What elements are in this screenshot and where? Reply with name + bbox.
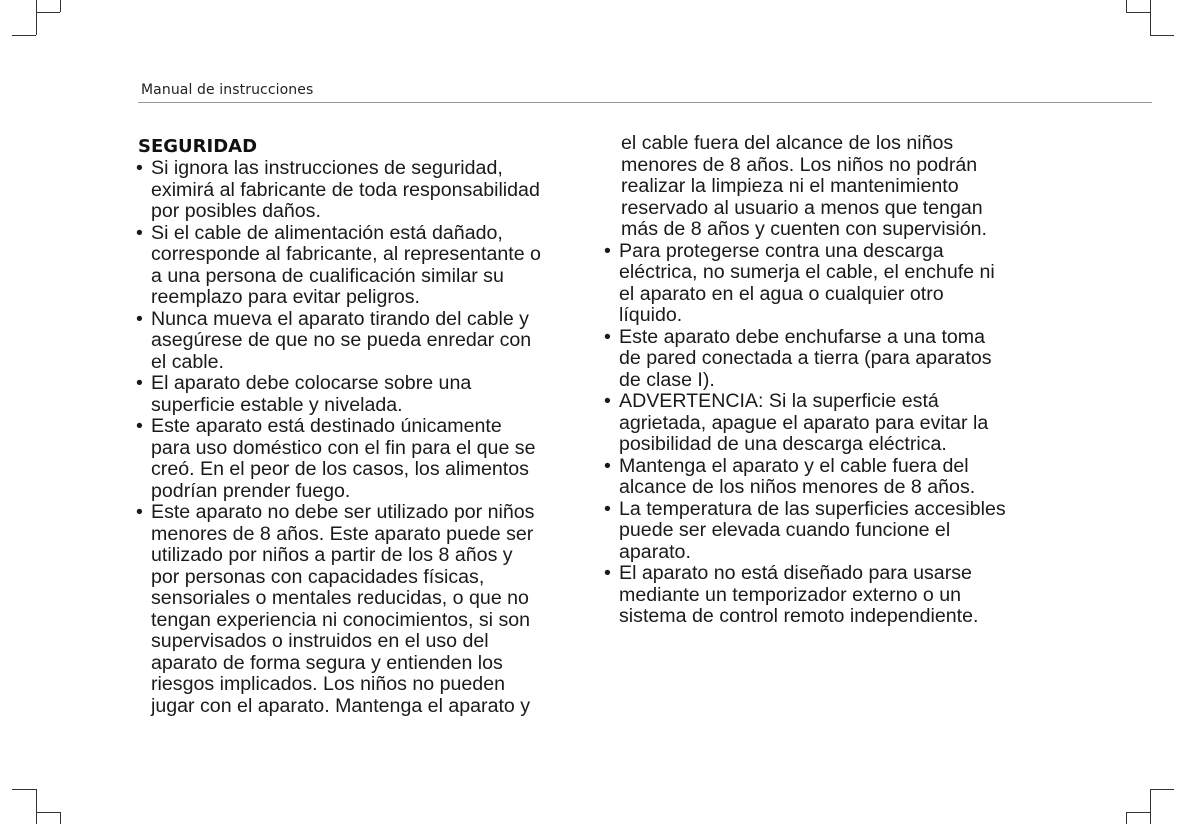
list-item	[604, 563, 1044, 628]
list-item-text: El aparato debe colocarse sobre una superficie estable y nivelada.	[151, 372, 472, 416]
safety-list-right	[604, 241, 1044, 628]
bullet-icon: •	[136, 372, 143, 394]
list-item	[604, 391, 1044, 456]
list-item	[136, 309, 591, 374]
list-item-text: ADVERTENCIA: Si la superficie está agrietada, apague el aparato para evitar la posibilidad de una descarga eléctrica.	[619, 390, 989, 455]
list-item-text: El aparato no está diseñado para usarse mediante un temporizador externo o un sistema de control remoto independiente.	[619, 562, 979, 627]
bullet-icon: •	[604, 497, 611, 520]
list-item-text: Nunca mueva el aparato tirando del cable y asegúrese de que no se pueda enredar con el cable.	[151, 307, 532, 373]
list-item	[136, 223, 591, 309]
crop-mark-bottom-left-v	[36, 789, 37, 824]
crop-mark-bottom-right-h	[1150, 789, 1174, 790]
list-item	[604, 327, 1044, 392]
list-item-text: Si ignora las instrucciones de seguridad, eximirá al fabricante de toda responsabilidad por posibles daños.	[151, 157, 540, 222]
continued-text: el cable fuera del alcance de los niños menores de 8 años. Los niños no podrán realizar la limpieza ni el mantenimiento reservado al usuario a menos que tengan más de 8 años y cuenten con supervisión.	[621, 132, 987, 240]
list-item-text: La temperatura de las superficies accesibles puede ser elevada cuando funcione el aparato.	[619, 497, 1006, 563]
bullet-icon: •	[604, 390, 611, 412]
crop-mark-top-right-v2	[1126, 0, 1127, 12]
left-column	[136, 158, 591, 717]
bullet-icon: •	[136, 501, 143, 523]
bullet-icon: •	[136, 221, 143, 244]
safety-list-left	[136, 158, 591, 717]
list-item-text: Este aparato debe enchufarse a una toma de pared conectada a tierra (para aparatos de clase I).	[619, 325, 992, 391]
list-item-text: Mantenga el aparato y el cable fuera del alcance de los niños menores de 8 años.	[619, 454, 976, 498]
list-item	[604, 456, 1044, 499]
crop-mark-top-left-v	[36, 0, 37, 35]
list-item	[604, 241, 1044, 327]
bullet-icon: •	[136, 157, 143, 179]
bullet-icon: •	[604, 454, 611, 477]
crop-mark-top-left-v2	[60, 0, 61, 12]
section-title: SEGURIDAD	[138, 136, 258, 157]
crop-mark-bottom-left-v2	[60, 812, 61, 824]
list-item	[136, 502, 591, 717]
bullet-icon: •	[136, 415, 143, 437]
list-item-text: Este aparato no debe ser utilizado por niños menores de 8 años. Este aparato puede ser utilizado por niños a partir de los 8 años y por personas con capacidades físicas, sensoriales o mentales reducidas, o que no tengan experiencia ni conocimientos, si son supervisados o instruidos en el uso del aparato de forma segura y entienden los riesgos implicados. Los niños no pueden jugar con el aparato. Mantenga el aparato y	[151, 501, 535, 717]
bullet-icon: •	[604, 562, 611, 584]
crop-mark-top-left-h	[12, 35, 36, 36]
bullet-icon: •	[136, 307, 143, 330]
list-item	[604, 499, 1044, 564]
crop-mark-top-right-h2	[1126, 12, 1150, 13]
page-header: Manual de instrucciones	[141, 82, 314, 98]
crop-mark-top-left-h2	[36, 12, 60, 13]
crop-mark-top-right-h	[1150, 35, 1174, 36]
crop-mark-bottom-right-h2	[1126, 812, 1150, 813]
crop-mark-bottom-right-v2	[1126, 812, 1127, 824]
list-item-text: Este aparato está destinado únicamente para uso doméstico con el fin para el que se creó. En el peor de los casos, los alimentos podrían prender fuego.	[151, 415, 536, 502]
right-column	[604, 133, 1044, 628]
crop-mark-bottom-right-v	[1150, 789, 1151, 824]
list-item-text: Para protegerse contra una descarga eléctrica, no sumerja el cable, el enchufe ni el aparato en el agua o cualquier otro líquido.	[619, 239, 995, 326]
header-divider	[138, 102, 1152, 103]
bullet-icon: •	[604, 325, 611, 348]
bullet-icon: •	[604, 239, 611, 262]
crop-mark-top-right-v	[1150, 0, 1151, 35]
crop-mark-bottom-left-h	[12, 789, 36, 790]
list-item	[136, 373, 591, 416]
list-item	[136, 158, 591, 223]
list-item-text: Si el cable de alimentación está dañado, corresponde al fabricante, al representante o a una persona de cualificación similar su reemplazo para evitar peligros.	[151, 221, 541, 308]
list-item	[136, 416, 591, 502]
crop-mark-bottom-left-h2	[36, 812, 60, 813]
